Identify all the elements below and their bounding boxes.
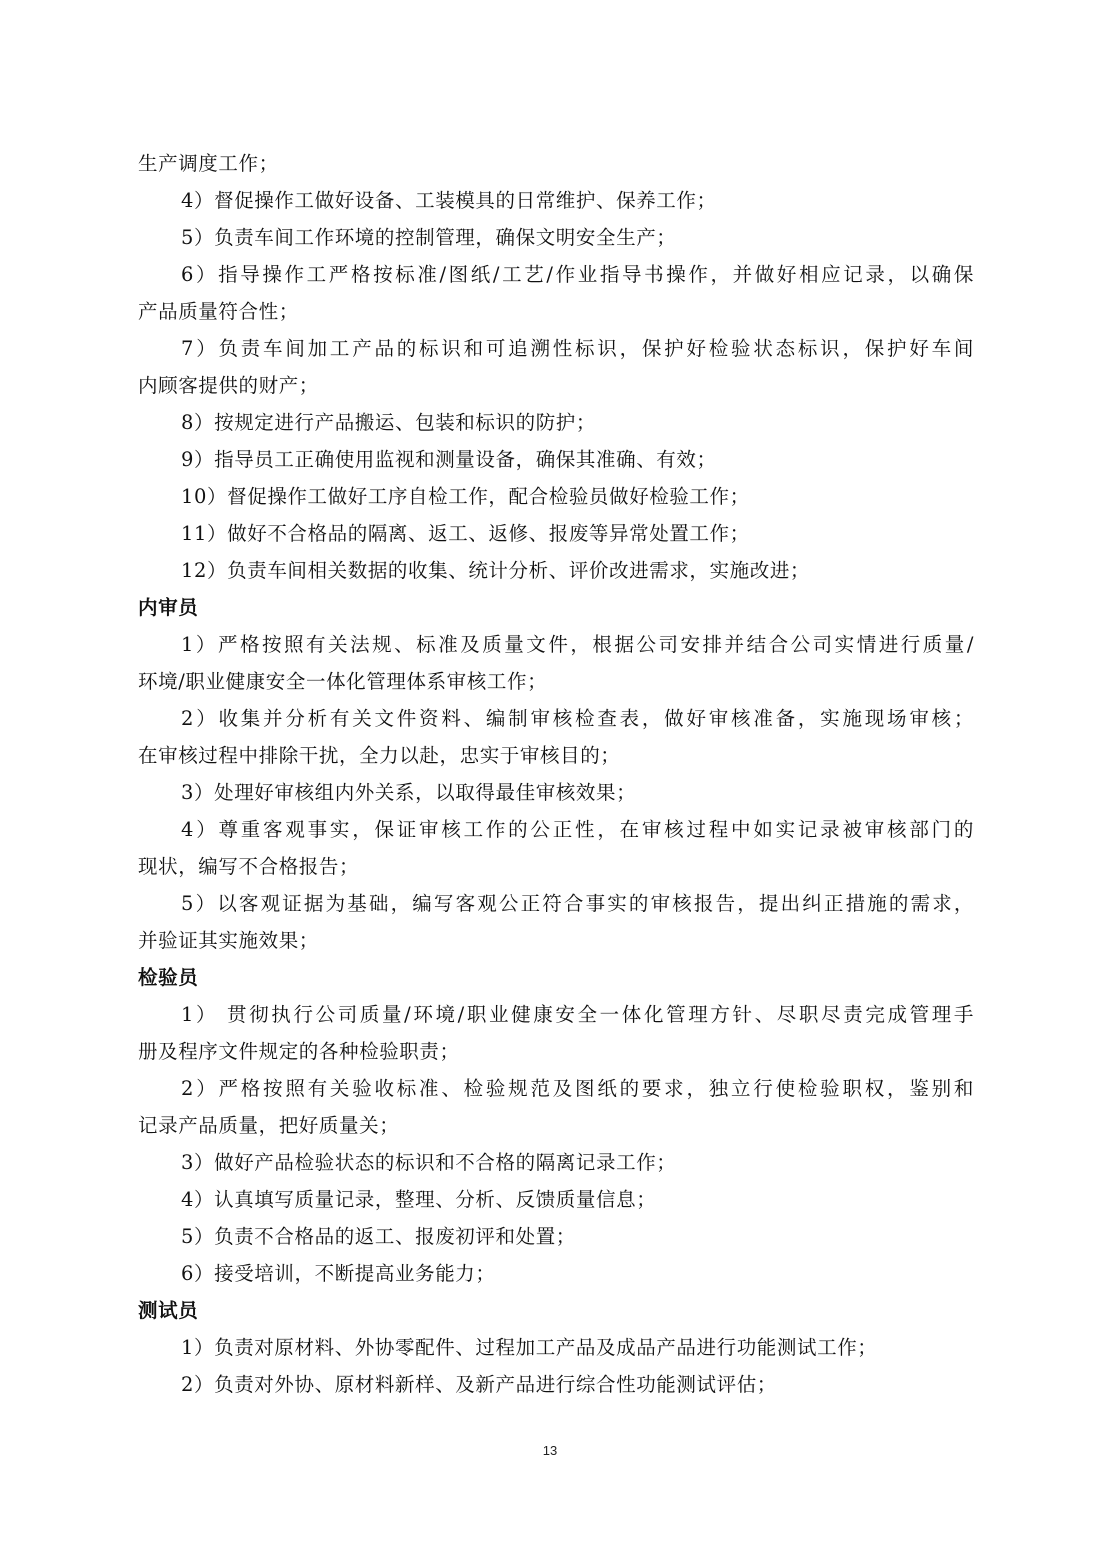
page-body [138,145,974,1403]
list-item-line: 1） 贯彻执行公司质量/环境/职业健康安全一体化管理方针、尽职尽责完成管理手 [181,1003,974,1026]
page-number: 13 [542,1443,558,1458]
continuation-line: 产品质量符合性； [138,300,299,323]
list-item-line: 12）负责车间相关数据的收集、统计分析、评价改进需求，实施改进； [181,559,811,582]
list-item-line: 4）尊重客观事实，保证审核工作的公正性，在审核过程中如实记录被审核部门的 [181,818,974,841]
list-item-line: 9）指导员工正确使用监视和测量设备，确保其准确、有效； [181,448,717,471]
continuation-line: 在审核过程中排除干扰，全力以赴，忠实于审核目的； [138,744,621,767]
list-item-line: 10）督促操作工做好工序自检工作，配合检验员做好检验工作； [181,485,750,508]
continuation-line: 记录产品质量，把好质量关； [138,1114,400,1137]
list-item-line: 2）收集并分析有关文件资料、编制审核检查表，做好审核准备，实施现场审核； [181,707,974,730]
continuation-line: 生产调度工作； [138,152,279,175]
list-item-line: 6）接受培训，不断提高业务能力； [181,1262,496,1285]
list-item-line: 11）做好不合格品的隔离、返工、返修、报废等异常处置工作； [181,522,750,545]
list-item-line: 7）负责车间加工产品的标识和可追溯性标识，保护好检验状态标识，保护好车间 [181,337,974,360]
list-item-line: 5）负责不合格品的返工、报废初评和处置； [181,1225,576,1248]
list-item-line: 3）处理好审核组内外关系，以取得最佳审核效果； [181,781,637,804]
list-item-line: 4）认真填写质量记录，整理、分析、反馈质量信息； [181,1188,657,1211]
continuation-line: 内顾客提供的财产； [138,374,319,397]
continuation-line: 并验证其实施效果； [138,929,319,952]
list-item-line: 4）督促操作工做好设备、工装模具的日常维护、保养工作； [181,189,717,212]
continuation-line: 册及程序文件规定的各种检验职责； [138,1040,460,1063]
list-item-line: 6）指导操作工严格按标准/图纸/工艺/作业指导书操作，并做好相应记录，以确保 [181,263,974,286]
continuation-line: 环境/职业健康安全一体化管理体系审核工作； [138,670,548,693]
section-heading: 内审员 [138,596,199,619]
list-item-line: 8）按规定进行产品搬运、包装和标识的防护； [181,411,597,434]
list-item-line: 2）负责对外协、原材料新样、及新产品进行综合性功能测试评估； [181,1373,777,1396]
list-item-line: 3）做好产品检验状态的标识和不合格的隔离记录工作； [181,1151,677,1174]
section-heading: 测试员 [138,1299,199,1322]
list-item-line: 1）负责对原材料、外协零配件、过程加工产品及成品产品进行功能测试工作； [181,1336,878,1359]
section-heading: 检验员 [138,966,199,989]
list-item-line: 5）以客观证据为基础，编写客观公正符合事实的审核报告，提出纠正措施的需求， [181,892,974,915]
list-item-line: 5）负责车间工作环境的控制管理，确保文明安全生产； [181,226,677,249]
continuation-line: 现状，编写不合格报告； [138,855,360,878]
list-item-line: 1）严格按照有关法规、标准及质量文件，根据公司安排并结合公司实情进行质量/ [181,633,974,656]
list-item-line: 2）严格按照有关验收标准、检验规范及图纸的要求，独立行使检验职权，鉴别和 [181,1077,974,1100]
